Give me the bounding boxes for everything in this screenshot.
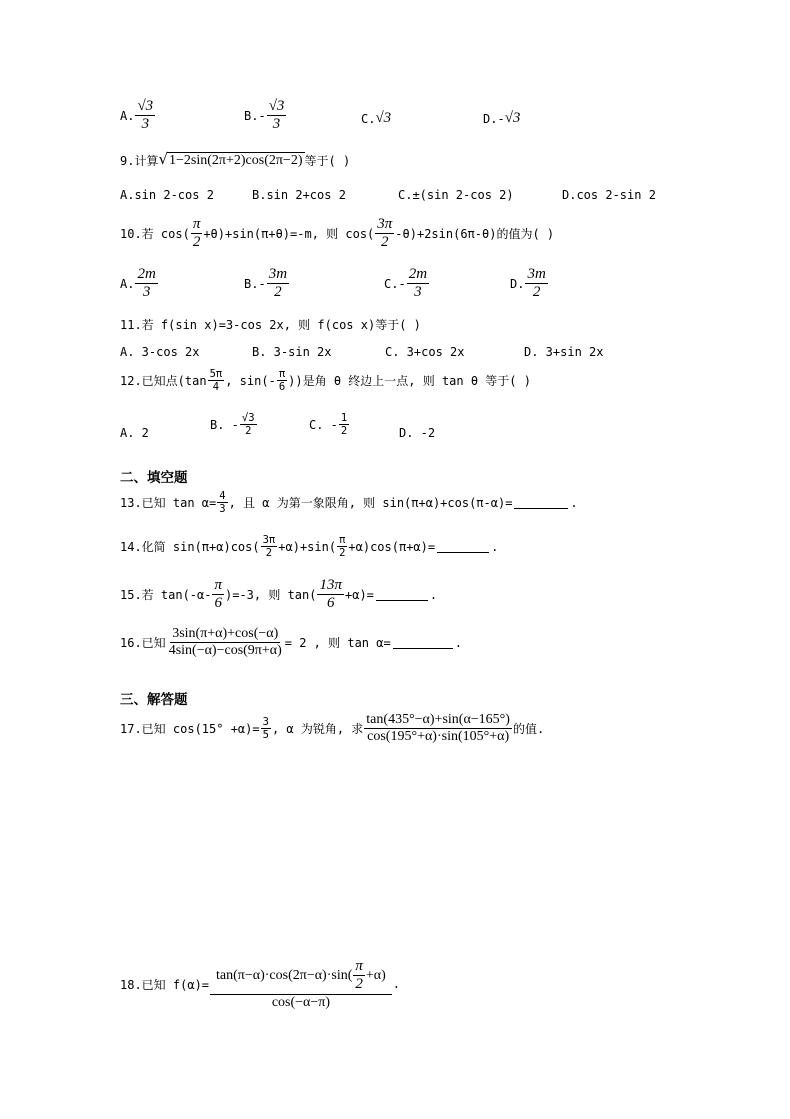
q12-option-b: B. - √3 2 — [210, 412, 255, 438]
q9-option-d: D.cos 2-sin 2 — [562, 188, 656, 202]
question-15: 15.若 tan(-α- π 6 )=-3, 则 tan( 13π 6 +α)= . — [120, 577, 438, 612]
q8-option-c: C. √3 — [361, 110, 392, 126]
q12-option-a: A. 2 — [120, 426, 149, 440]
q8-option-d: D.- √3 — [483, 110, 521, 126]
q8-option-b: B.- $\frac{√3}{3}$ — [244, 98, 285, 133]
section-heading-solve: 三、解答题 — [120, 692, 188, 708]
answer-blank[interactable] — [393, 636, 453, 649]
q9-option-b: B.sin 2+cos 2 — [252, 188, 346, 202]
question-12: 12.已知点(tan 5π 4 , sin(- π 6 ))是角 θ 终边上一点, 则 tan θ 等于( ) — [120, 368, 531, 394]
q10-option-a: A. 2m 3 — [120, 266, 156, 301]
answer-blank[interactable] — [437, 540, 489, 553]
sqrt-expression: √ 1−2sin(2π+2)cos(2π−2) — [158, 150, 303, 168]
question-9 — [120, 152, 350, 169]
section-heading-fill-in: 二、填空题 — [120, 470, 188, 486]
q11-option-b: B. 3-sin 2x — [252, 345, 332, 359]
q8-a-numerator: √3 — [135, 98, 155, 116]
question-10: 10.若 cos( π 2 +θ)+sin(π+θ)=-m, 则 cos( 3π 2 -θ)+2sin(6π-θ)的值为( ) — [120, 216, 555, 251]
q12-option-d: D. -2 — [399, 426, 436, 440]
q10-option-c: C.- 2m 3 — [384, 266, 428, 301]
q8-option-a: A. $\frac{√3}{3}$ — [120, 98, 154, 133]
q11-option-a: A. 3-cos 2x — [120, 345, 200, 359]
q9-suffix: 等于( ) — [304, 154, 351, 168]
question-13: 13.已知 tan α= $\frac{4}{3}$ , 且 α 为第一象限角, 则 sin(π+α)+cos(π-α)= . — [120, 490, 578, 516]
q10-option-d: D. 3m 2 — [510, 266, 546, 301]
q11-option-c: C. 3+cos 2x — [385, 345, 465, 359]
q8-a-denominator: 3 — [141, 116, 150, 133]
q11-option-d: D. 3+sin 2x — [524, 345, 604, 359]
question-14: 14.化简 sin(π+α)cos( 3π 2 +α)+sin( π 2 +α)cos(π+α)= . — [120, 534, 499, 560]
q8-b-numerator: √3 — [267, 98, 287, 116]
q9-option-a: A.sin 2-cos 2 — [120, 188, 214, 202]
question-16: 16.已知 $\frac{3\sin(\pi+\alpha)+\cos(-\alpha)}{4\sin(-\alpha)-\cos(9\pi+\alpha)}$ = 2 , 则 tan α= . — [120, 626, 462, 659]
q9-option-c: C.±(sin 2-cos 2) — [398, 188, 514, 202]
answer-blank[interactable] — [514, 496, 568, 509]
question-17: 17.已知 cos(15° +α)= $\frac{3}{5}$ , α 为锐角, 求 tan(435°−α)+sin(α−165°) cos(195°+α)·sin(105°+α) 的值. — [120, 712, 545, 745]
question-18: 18.已知 f(α)= tan(π−α)·cos(2π−α)·sin( π 2 +α) cos(−α−π) . — [120, 958, 401, 1010]
q12-option-c: C. - 1 2 — [309, 412, 348, 438]
question-11: 11.若 f(sin x)=3-cos 2x, 则 f(cos x)等于( ) — [120, 318, 421, 332]
q8-b-denominator: 3 — [272, 116, 281, 133]
q9-prefix: 9.计算 — [120, 154, 159, 168]
q10-option-b: B.- 3m 2 — [244, 266, 288, 301]
answer-blank[interactable] — [376, 588, 428, 601]
